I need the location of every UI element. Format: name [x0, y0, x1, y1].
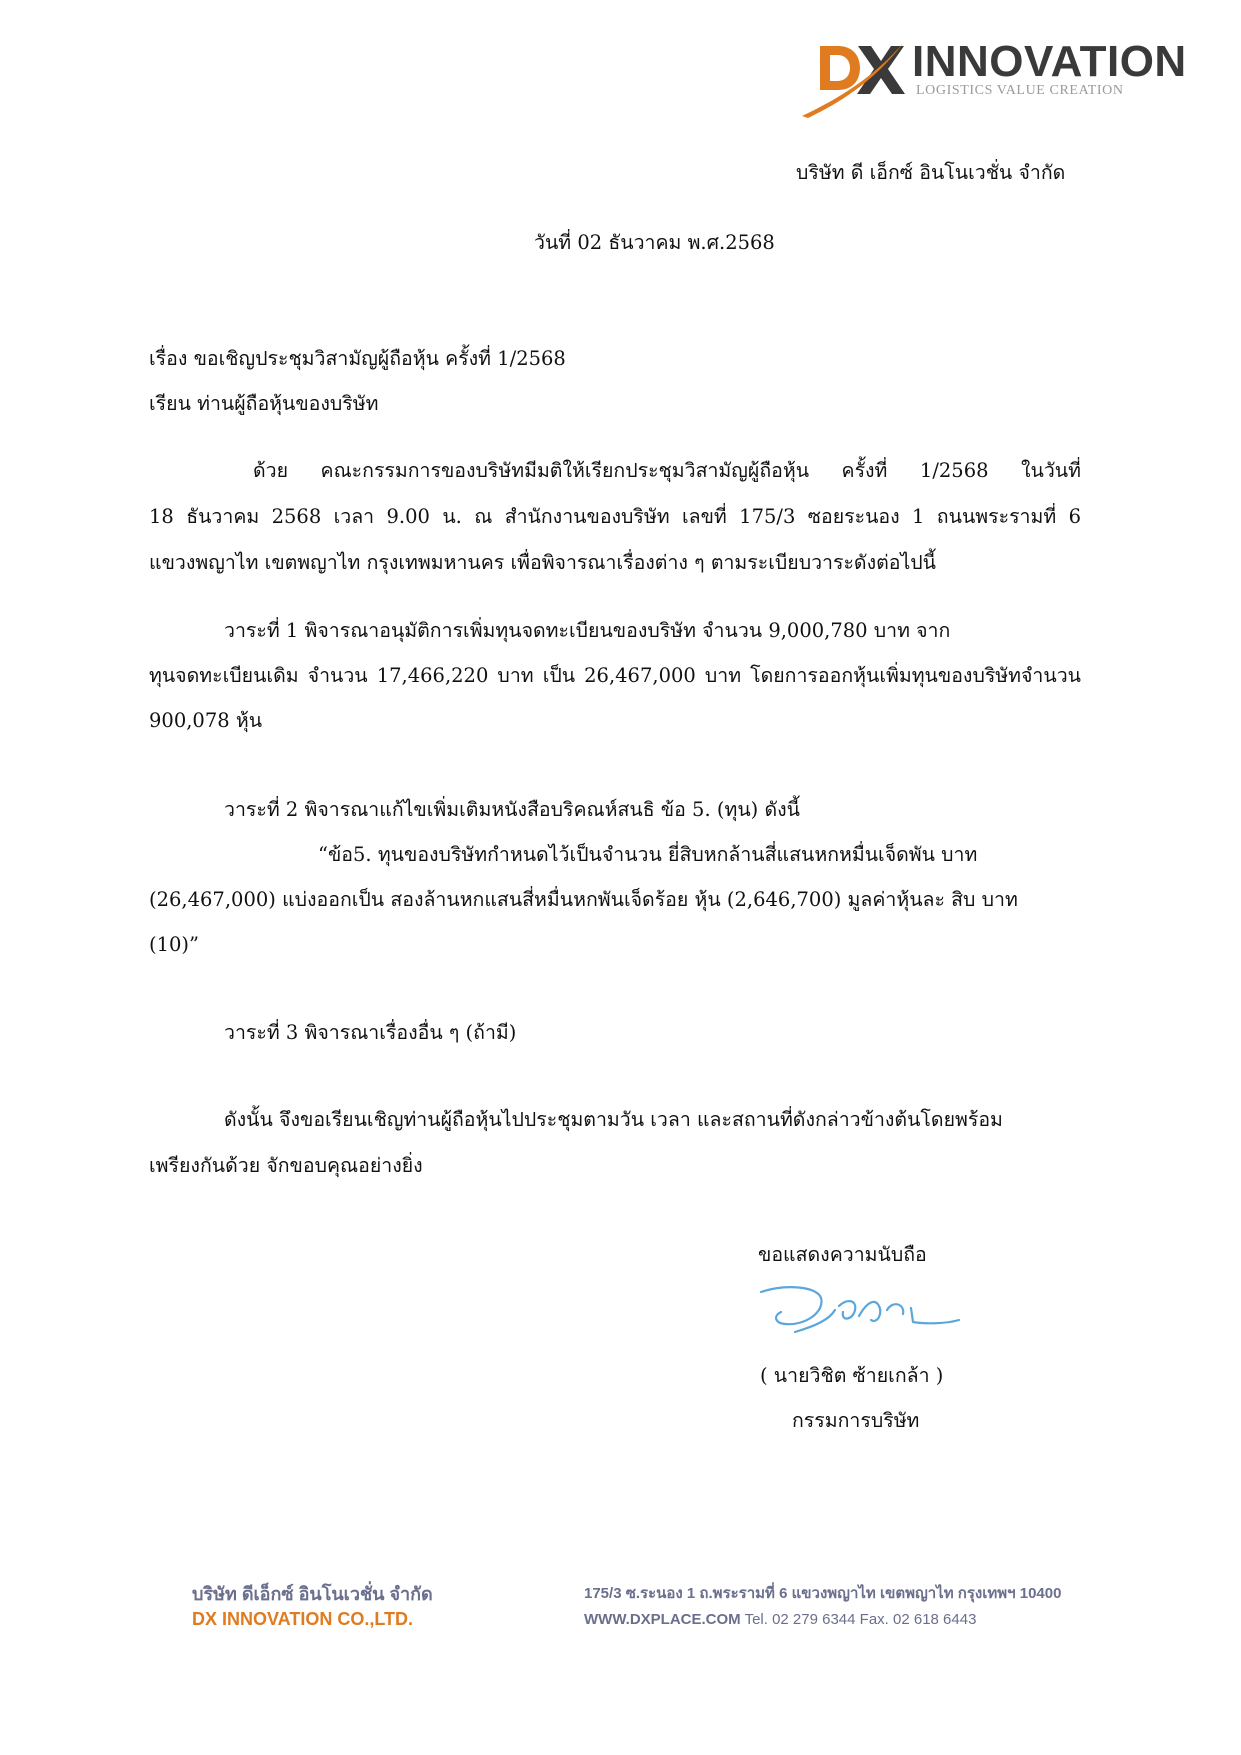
regards: ขอแสดงความนับถือ	[758, 1243, 927, 1266]
footer-website-link[interactable]: WWW.DXPLACE.COM	[584, 1611, 741, 1628]
agenda-1-line-3: 900,078 หุ้น	[149, 709, 263, 732]
handwritten-signature	[755, 1280, 965, 1340]
footer-contact-row	[584, 1611, 976, 1628]
footer-company-english: DX INNOVATION CO.,LTD.	[192, 1609, 413, 1629]
closing-line-1: ดังนั้น จึงขอเรียนเชิญท่านผู้ถือหุ้นไปประชุมตามวัน เวลา และสถานที่ดังกล่าวข้างต้นโดยพร้อม	[224, 1108, 1003, 1131]
agenda-2-title: วาระที่ 2 พิจารณาแก้ไขเพิ่มเติมหนังสือบริคณห์สนธิ ข้อ 5. (ทุน) ดังนี้	[224, 798, 800, 821]
signer-title: กรรมการบริษัท	[792, 1409, 920, 1432]
agenda-1-line-2: ทุนจดทะเบียนเดิม จำนวน 17,466,220 บาท เป็น 26,467,000 บาท โดยการออกหุ้นเพิ่มทุนของบริษัทจำนวน	[149, 664, 1081, 687]
closing-line-2: เพรียงกันด้วย จักขอบคุณอย่างยิ่ง	[149, 1154, 423, 1177]
footer-phone-fax: Tel. 02 279 6344 Fax. 02 618 6443	[744, 1611, 977, 1628]
footer-company-thai: บริษัท ดีเอ็กซ์ อินโนเวชั่น จำกัด	[192, 1584, 433, 1604]
agenda-3: วาระที่ 3 พิจารณาเรื่องอื่น ๆ (ถ้ามี)	[224, 1021, 517, 1044]
footer-address: 175/3 ซ.ระนอง 1 ถ.พระรามที่ 6 แขวงพญาไท เขตพญาไท กรุงเทพฯ 10400	[584, 1585, 1062, 1602]
agenda-1-line-1: วาระที่ 1 พิจารณาอนุมัติการเพิ่มทุนจดทะเบียนของบริษัท จำนวน 9,000,780 บาท จาก	[224, 619, 951, 642]
letter-salutation: เรียน ท่านผู้ถือหุ้นของบริษัท	[149, 392, 379, 415]
letter-date: วันที่ 02 ธันวาคม พ.ศ.2568	[534, 231, 775, 254]
dx-logo-mark-icon	[800, 28, 920, 120]
agenda-2-quote-line-1: “ข้อ5. ทุนของบริษัทกำหนดไว้เป็นจำนวน ยี่สิบหกล้านสี่แสนหกหมื่นเจ็ดพัน บาท	[318, 843, 978, 866]
intro-line-2: 18 ธันวาคม 2568 เวลา 9.00 น. ณ สำนักงานของบริษัท เลขที่ 175/3 ซอยระนอง 1 ถนนพระรามที่ 6	[149, 505, 1081, 528]
signer-name: ( นายวิชิต ซ้ายเกล้า )	[760, 1364, 944, 1387]
company-name: บริษัท ดี เอ็กซ์ อินโนเวชั่น จำกัด	[796, 161, 1066, 184]
agenda-2-quote-line-3: (10)”	[149, 933, 199, 956]
agenda-2-quote-line-2: (26,467,000) แบ่งออกเป็น สองล้านหกแสนสี่หมื่นหกพันเจ็ดร้อย หุ้น (2,646,700) มูลค่าหุ้นละ สิบ บาท	[149, 888, 1018, 911]
logo-brand-text: INNOVATION	[912, 37, 1187, 86]
company-logo	[800, 28, 1187, 120]
letter-subject: เรื่อง ขอเชิญประชุมวิสามัญผู้ถือหุ้น ครั้งที่ 1/2568	[149, 347, 566, 370]
intro-line-1: ด้วย คณะกรรมการของบริษัทมีมติให้เรียกประชุมวิสามัญผู้ถือหุ้น ครั้งที่ 1/2568 ในวันที่	[253, 459, 1081, 482]
intro-line-3: แขวงพญาไท เขตพญาไท กรุงเทพมหานคร เพื่อพิจารณาเรื่องต่าง ๆ ตามระเบียบวาระดังต่อไปนี้	[149, 551, 936, 574]
logo-tagline: LOGISTICS VALUE CREATION	[916, 83, 1124, 98]
